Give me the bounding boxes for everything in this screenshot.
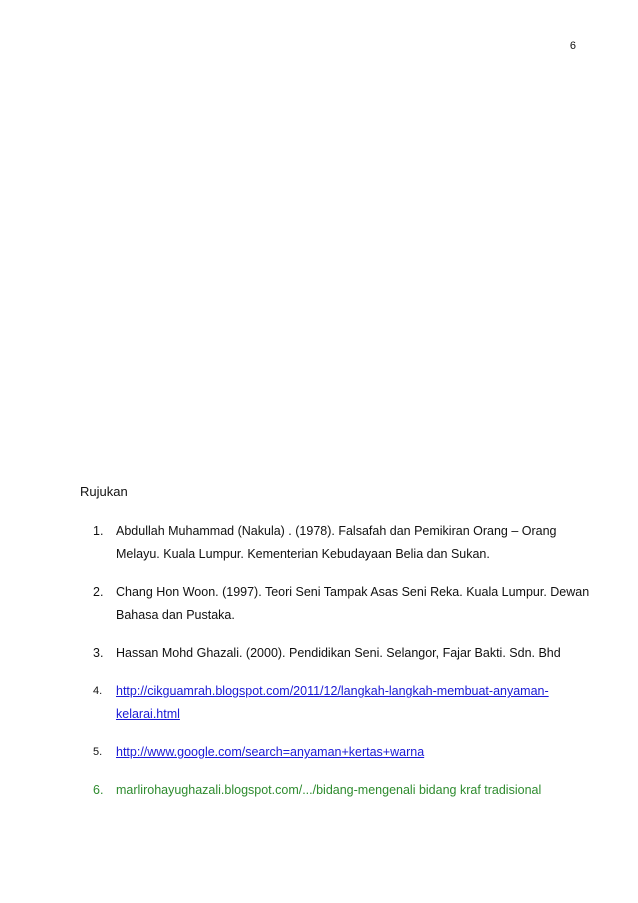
reference-number: 2. bbox=[93, 585, 104, 599]
reference-item-2 bbox=[90, 581, 590, 627]
reference-link-google[interactable]: http://www.google.com/search=anyaman+kertas+warna bbox=[116, 745, 425, 759]
reference-link-cikguamrah[interactable]: http://cikguamrah.blogspot.com/2011/12/langkah-langkah-membuat-anyaman-kelarai.html bbox=[116, 684, 549, 721]
reference-item-1 bbox=[90, 520, 590, 566]
reference-number: 3. bbox=[93, 646, 104, 660]
reference-item-3 bbox=[90, 642, 590, 665]
reference-item-6 bbox=[90, 779, 590, 802]
reference-number: 4. bbox=[93, 685, 103, 697]
reference-text: marlirohayughazali.blogspot.com/.../bidang-mengenali bidang kraf tradisional bbox=[116, 783, 542, 797]
references-heading: Rujukan bbox=[80, 484, 128, 499]
references-list bbox=[90, 520, 590, 817]
reference-item-4 bbox=[90, 680, 590, 726]
reference-item-5 bbox=[90, 741, 590, 764]
reference-number: 6. bbox=[93, 783, 104, 797]
reference-number: 5. bbox=[93, 746, 103, 758]
reference-text: Chang Hon Woon. (1997). Teori Seni Tampak Asas Seni Reka. Kuala Lumpur. Dewan Bahasa dan Pustaka. bbox=[116, 585, 590, 622]
page-number: 6 bbox=[569, 40, 576, 52]
reference-text: Abdullah Muhammad (Nakula) . (1978). Falsafah dan Pemikiran Orang – Orang Melayu. Kuala Lumpur. Kementerian Kebudayaan Belia dan Sukan. bbox=[116, 524, 557, 561]
reference-number: 1. bbox=[93, 524, 104, 538]
reference-text: Hassan Mohd Ghazali. (2000). Pendidikan Seni. Selangor, Fajar Bakti. Sdn. Bhd bbox=[116, 646, 561, 660]
